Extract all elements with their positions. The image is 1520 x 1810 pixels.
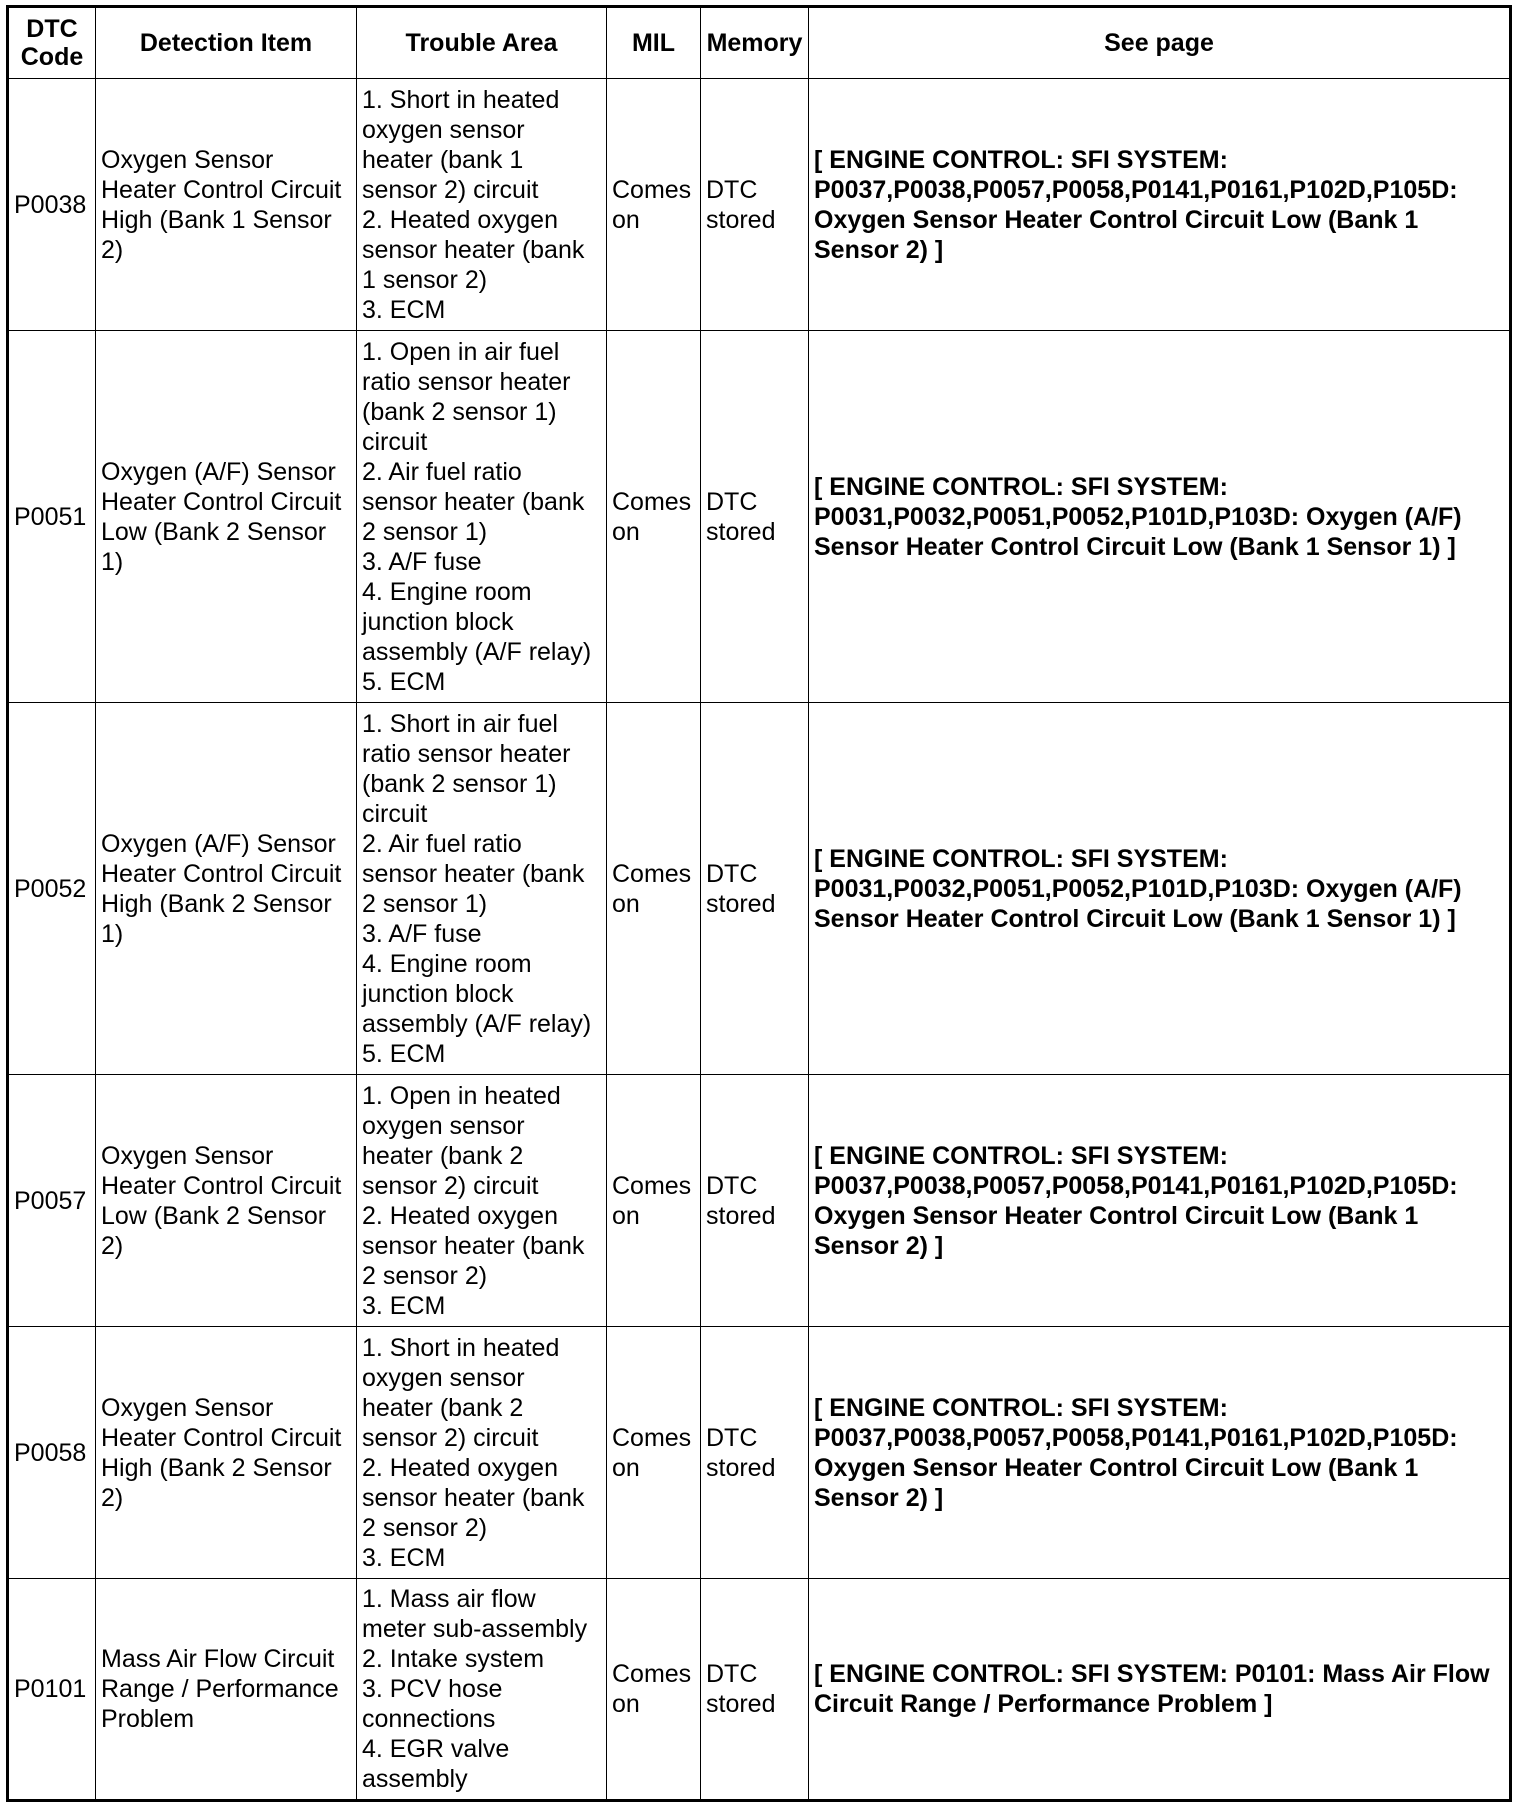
header-trouble-area: Trouble Area	[357, 7, 607, 79]
memory-cell: DTC stored	[701, 703, 809, 1075]
mil-cell: Comes on	[607, 1579, 701, 1801]
table-row	[8, 1327, 1511, 1579]
header-row	[8, 7, 1511, 79]
mil-cell: Comes on	[607, 1075, 701, 1327]
trouble-area-line: heater (bank 2	[362, 1141, 524, 1170]
trouble-area-line: 2 sensor 2)	[362, 1261, 488, 1290]
memory-cell: DTC stored	[701, 1327, 809, 1579]
trouble-area-line: 2. Intake system	[362, 1645, 545, 1673]
trouble-area-line: 1. Short in heated	[362, 1333, 560, 1362]
trouble-area-line: ratio sensor heater	[362, 739, 571, 768]
trouble-area-line: 1. Mass air flow	[362, 1585, 536, 1613]
detection-item-cell: Oxygen (A/F) Sensor Heater Control Circuit Low (Bank 2 Sensor 1)	[96, 331, 357, 703]
trouble-area-line: 4. Engine room	[362, 577, 532, 606]
trouble-area-line: 3. ECM	[362, 295, 446, 324]
trouble-area-line: 2 sensor 1)	[362, 889, 488, 918]
trouble-area-line: heater (bank 2	[362, 1393, 524, 1422]
trouble-area-line: 2. Heated oxygen	[362, 1453, 558, 1482]
memory-cell: DTC stored	[701, 1075, 809, 1327]
detection-item-cell: Oxygen Sensor Heater Control Circuit High (Bank 1 Sensor 2)	[96, 79, 357, 331]
table-row	[8, 703, 1511, 1075]
dtc-code-cell: P0052	[8, 703, 96, 1075]
header-see-page: See page	[809, 7, 1511, 79]
trouble-area-cell	[357, 79, 607, 331]
mil-cell: Comes on	[607, 331, 701, 703]
mil-cell: Comes on	[607, 1327, 701, 1579]
trouble-area-line: sensor heater (bank	[362, 487, 585, 516]
trouble-area-line: oxygen sensor	[362, 1111, 525, 1140]
trouble-area-line: meter sub-assembly	[362, 1615, 588, 1643]
trouble-area-line: sensor heater (bank	[362, 1483, 585, 1512]
trouble-area-line: 3. ECM	[362, 1543, 446, 1572]
trouble-area-line: sensor heater (bank	[362, 859, 585, 888]
trouble-area-line: 5. ECM	[362, 1039, 446, 1068]
detection-item-cell: Mass Air Flow Circuit Range / Performance Problem	[96, 1579, 357, 1801]
detection-item-cell: Oxygen (A/F) Sensor Heater Control Circuit High (Bank 2 Sensor 1)	[96, 703, 357, 1075]
trouble-area-line: circuit	[362, 427, 428, 456]
trouble-area-line: ratio sensor heater	[362, 367, 571, 396]
trouble-area-line: 4. EGR valve	[362, 1735, 510, 1763]
trouble-area-line: 3. PCV hose	[362, 1675, 503, 1703]
trouble-area-line: 3. A/F fuse	[362, 547, 482, 576]
memory-cell: DTC stored	[701, 79, 809, 331]
table-row	[8, 79, 1511, 331]
trouble-area-cell	[357, 703, 607, 1075]
trouble-area-line: sensor heater (bank	[362, 1231, 585, 1260]
trouble-area-line: 3. A/F fuse	[362, 919, 482, 948]
header-mil: MIL	[607, 7, 701, 79]
see-page-cell: [ ENGINE CONTROL: SFI SYSTEM: P0037,P0038,P0057,P0058,P0141,P0161,P102D,P105D: Oxygen Sensor Heater Control Circuit Low (Bank 1 Sensor 2) ]	[809, 79, 1511, 331]
trouble-area-line: 2 sensor 1)	[362, 517, 488, 546]
trouble-area-line: oxygen sensor	[362, 1363, 525, 1392]
trouble-area-line: junction block	[362, 979, 514, 1008]
trouble-area-line: connections	[362, 1705, 496, 1733]
trouble-area-line: 2. Air fuel ratio	[362, 457, 522, 486]
trouble-area-line: 2. Heated oxygen	[362, 1201, 558, 1230]
trouble-area-line: (bank 2 sensor 1)	[362, 769, 557, 798]
trouble-area-line: 1 sensor 2)	[362, 265, 488, 294]
header-detection-item: Detection Item	[96, 7, 357, 79]
dtc-code-cell: P0038	[8, 79, 96, 331]
detection-item-cell: Oxygen Sensor Heater Control Circuit Low (Bank 2 Sensor 2)	[96, 1075, 357, 1327]
trouble-area-line: 1. Short in air fuel	[362, 709, 558, 738]
trouble-area-line: circuit	[362, 799, 428, 828]
see-page-cell: [ ENGINE CONTROL: SFI SYSTEM: P0037,P0038,P0057,P0058,P0141,P0161,P102D,P105D: Oxygen Sensor Heater Control Circuit Low (Bank 1 Sensor 2) ]	[809, 1327, 1511, 1579]
trouble-area-cell	[357, 1327, 607, 1579]
header-memory: Memory	[701, 7, 809, 79]
header-dtc-code: DTC Code	[8, 7, 96, 79]
dtc-code-cell: P0057	[8, 1075, 96, 1327]
see-page-cell: [ ENGINE CONTROL: SFI SYSTEM: P0101: Mass Air Flow Circuit Range / Performance Problem ]	[809, 1579, 1511, 1801]
detection-item-cell: Oxygen Sensor Heater Control Circuit High (Bank 2 Sensor 2)	[96, 1327, 357, 1579]
trouble-area-cell	[357, 331, 607, 703]
trouble-area-line: 2. Air fuel ratio	[362, 829, 522, 858]
dtc-code-cell: P0051	[8, 331, 96, 703]
memory-cell: DTC stored	[701, 331, 809, 703]
trouble-area-line: 4. Engine room	[362, 949, 532, 978]
trouble-area-line: assembly (A/F relay)	[362, 637, 592, 666]
trouble-area-line: 3. ECM	[362, 1291, 446, 1320]
table-row	[8, 331, 1511, 703]
trouble-area-cell	[357, 1579, 607, 1801]
see-page-cell: [ ENGINE CONTROL: SFI SYSTEM: P0031,P0032,P0051,P0052,P101D,P103D: Oxygen (A/F) Sensor Heater Control Circuit Low (Bank 1 Sensor 1) ]	[809, 331, 1511, 703]
trouble-area-line: sensor heater (bank	[362, 235, 585, 264]
trouble-area-line: assembly (A/F relay)	[362, 1009, 592, 1038]
mil-cell: Comes on	[607, 703, 701, 1075]
table-row	[8, 1075, 1511, 1327]
trouble-area-cell	[357, 1075, 607, 1327]
trouble-area-line: oxygen sensor	[362, 115, 525, 144]
dtc-table	[6, 5, 1512, 1802]
memory-cell: DTC stored	[701, 1579, 809, 1801]
trouble-area-line: 2. Heated oxygen	[362, 205, 558, 234]
trouble-area-line: sensor 2) circuit	[362, 175, 539, 204]
see-page-cell: [ ENGINE CONTROL: SFI SYSTEM: P0037,P0038,P0057,P0058,P0141,P0161,P102D,P105D: Oxygen Sensor Heater Control Circuit Low (Bank 1 Sensor 2) ]	[809, 1075, 1511, 1327]
trouble-area-line: sensor 2) circuit	[362, 1171, 539, 1200]
trouble-area-line: 1. Open in air fuel	[362, 337, 560, 366]
trouble-area-line: assembly	[362, 1765, 468, 1793]
trouble-area-line: sensor 2) circuit	[362, 1423, 539, 1452]
table-row	[8, 1579, 1511, 1801]
see-page-cell: [ ENGINE CONTROL: SFI SYSTEM: P0031,P0032,P0051,P0052,P101D,P103D: Oxygen (A/F) Sensor Heater Control Circuit Low (Bank 1 Sensor 1) ]	[809, 703, 1511, 1075]
trouble-area-line: 1. Short in heated	[362, 85, 560, 114]
dtc-code-cell: P0101	[8, 1579, 96, 1801]
trouble-area-line: junction block	[362, 607, 514, 636]
trouble-area-line: 2 sensor 2)	[362, 1513, 488, 1542]
mil-cell: Comes on	[607, 79, 701, 331]
trouble-area-line: (bank 2 sensor 1)	[362, 397, 557, 426]
trouble-area-line: 1. Open in heated	[362, 1081, 561, 1110]
dtc-code-cell: P0058	[8, 1327, 96, 1579]
trouble-area-line: 5. ECM	[362, 667, 446, 696]
trouble-area-line: heater (bank 1	[362, 145, 524, 174]
